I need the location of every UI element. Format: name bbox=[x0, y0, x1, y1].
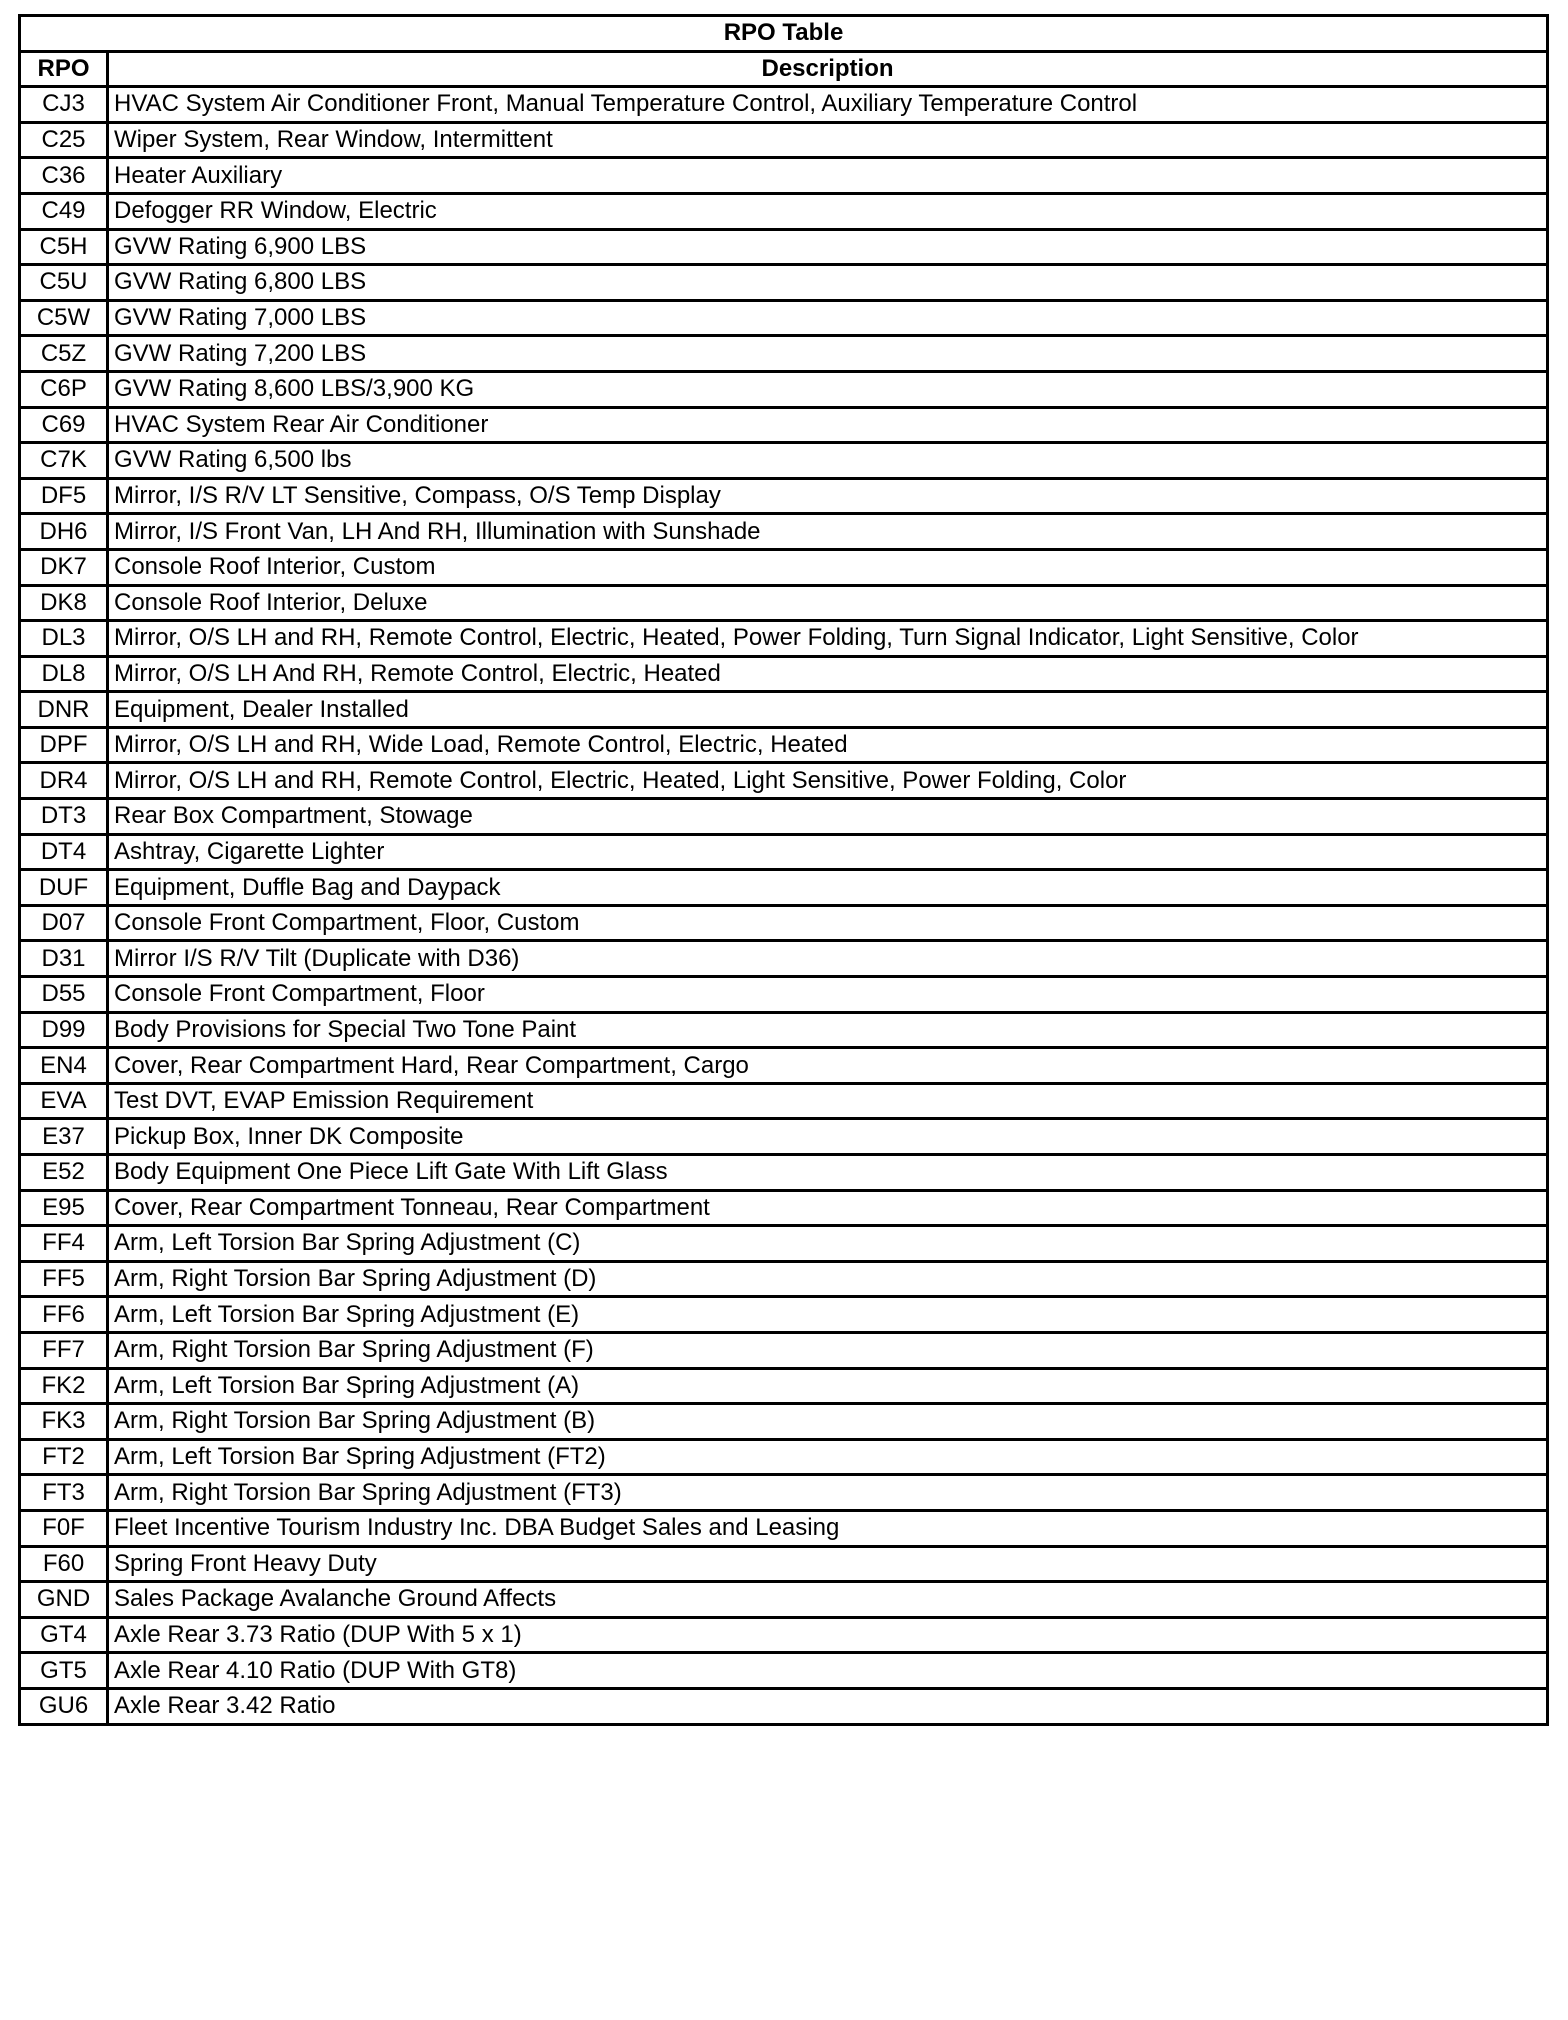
table-row bbox=[20, 443, 1548, 479]
rpo-description-cell: Arm, Left Torsion Bar Spring Adjustment (A) bbox=[108, 1368, 1548, 1404]
table-row bbox=[20, 1155, 1548, 1191]
rpo-description-cell: Arm, Left Torsion Bar Spring Adjustment (FT2) bbox=[108, 1439, 1548, 1475]
rpo-code-cell: FT3 bbox=[20, 1475, 108, 1511]
rpo-description-cell: Axle Rear 3.73 Ratio (DUP With 5 x 1) bbox=[108, 1617, 1548, 1653]
rpo-code-cell: DL8 bbox=[20, 656, 108, 692]
rpo-description-cell: Ashtray, Cigarette Lighter bbox=[108, 834, 1548, 870]
table-row bbox=[20, 941, 1548, 977]
rpo-code-cell: D31 bbox=[20, 941, 108, 977]
rpo-description-cell: GVW Rating 8,600 LBS/3,900 KG bbox=[108, 371, 1548, 407]
table-row bbox=[20, 265, 1548, 301]
rpo-code-cell: DUF bbox=[20, 870, 108, 906]
table-row bbox=[20, 549, 1548, 585]
rpo-description-cell: GVW Rating 7,200 LBS bbox=[108, 336, 1548, 372]
rpo-description-cell: Equipment, Dealer Installed bbox=[108, 692, 1548, 728]
column-header-rpo: RPO bbox=[20, 51, 108, 87]
table-row bbox=[20, 1012, 1548, 1048]
table-row bbox=[20, 229, 1548, 265]
rpo-description-cell: Cover, Rear Compartment Tonneau, Rear Compartment bbox=[108, 1190, 1548, 1226]
rpo-description-cell: GVW Rating 7,000 LBS bbox=[108, 300, 1548, 336]
rpo-description-cell: Equipment, Duffle Bag and Daypack bbox=[108, 870, 1548, 906]
rpo-description-cell: Pickup Box, Inner DK Composite bbox=[108, 1119, 1548, 1155]
table-row bbox=[20, 1404, 1548, 1440]
rpo-code-cell: EN4 bbox=[20, 1048, 108, 1084]
table-row bbox=[20, 300, 1548, 336]
table-row bbox=[20, 763, 1548, 799]
table-row bbox=[20, 656, 1548, 692]
rpo-code-cell: C25 bbox=[20, 122, 108, 158]
table-body bbox=[20, 87, 1548, 1724]
rpo-code-cell: DPF bbox=[20, 727, 108, 763]
rpo-code-cell: DT4 bbox=[20, 834, 108, 870]
rpo-code-cell: DF5 bbox=[20, 478, 108, 514]
rpo-description-cell: GVW Rating 6,900 LBS bbox=[108, 229, 1548, 265]
table-row bbox=[20, 1510, 1548, 1546]
table-row bbox=[20, 371, 1548, 407]
column-header-description: Description bbox=[108, 51, 1548, 87]
table-row bbox=[20, 621, 1548, 657]
table-row bbox=[20, 834, 1548, 870]
rpo-description-cell: Mirror, I/S R/V LT Sensitive, Compass, O/S Temp Display bbox=[108, 478, 1548, 514]
rpo-code-cell: CJ3 bbox=[20, 87, 108, 123]
rpo-description-cell: Mirror, O/S LH and RH, Wide Load, Remote Control, Electric, Heated bbox=[108, 727, 1548, 763]
table-row bbox=[20, 870, 1548, 906]
rpo-description-cell: Arm, Left Torsion Bar Spring Adjustment (C) bbox=[108, 1226, 1548, 1262]
table-title-row bbox=[20, 16, 1548, 52]
rpo-description-cell: Mirror, O/S LH and RH, Remote Control, Electric, Heated, Light Sensitive, Power Folding, Color bbox=[108, 763, 1548, 799]
table-row bbox=[20, 514, 1548, 550]
table-row bbox=[20, 193, 1548, 229]
rpo-description-cell: Arm, Right Torsion Bar Spring Adjustment (FT3) bbox=[108, 1475, 1548, 1511]
rpo-description-cell: Spring Front Heavy Duty bbox=[108, 1546, 1548, 1582]
rpo-description-cell: Console Front Compartment, Floor bbox=[108, 977, 1548, 1013]
rpo-description-cell: Mirror, O/S LH And RH, Remote Control, Electric, Heated bbox=[108, 656, 1548, 692]
table-row bbox=[20, 1582, 1548, 1618]
rpo-code-cell: D99 bbox=[20, 1012, 108, 1048]
rpo-description-cell: Axle Rear 3.42 Ratio bbox=[108, 1688, 1548, 1724]
rpo-table bbox=[18, 14, 1549, 1726]
rpo-code-cell: FF5 bbox=[20, 1261, 108, 1297]
rpo-code-cell: FK3 bbox=[20, 1404, 108, 1440]
rpo-code-cell: FF6 bbox=[20, 1297, 108, 1333]
rpo-code-cell: DR4 bbox=[20, 763, 108, 799]
rpo-description-cell: HVAC System Rear Air Conditioner bbox=[108, 407, 1548, 443]
rpo-description-cell: Arm, Right Torsion Bar Spring Adjustment (F) bbox=[108, 1332, 1548, 1368]
rpo-description-cell: Mirror, I/S Front Van, LH And RH, Illumination with Sunshade bbox=[108, 514, 1548, 550]
rpo-description-cell: Cover, Rear Compartment Hard, Rear Compartment, Cargo bbox=[108, 1048, 1548, 1084]
rpo-code-cell: FK2 bbox=[20, 1368, 108, 1404]
table-row bbox=[20, 1617, 1548, 1653]
rpo-code-cell: C5U bbox=[20, 265, 108, 301]
rpo-description-cell: Wiper System, Rear Window, Intermittent bbox=[108, 122, 1548, 158]
rpo-description-cell: Test DVT, EVAP Emission Requirement bbox=[108, 1083, 1548, 1119]
rpo-code-cell: E95 bbox=[20, 1190, 108, 1226]
table-row bbox=[20, 336, 1548, 372]
table-row bbox=[20, 122, 1548, 158]
rpo-description-cell: Arm, Left Torsion Bar Spring Adjustment (E) bbox=[108, 1297, 1548, 1333]
table-row bbox=[20, 727, 1548, 763]
rpo-code-cell: C6P bbox=[20, 371, 108, 407]
rpo-description-cell: Axle Rear 4.10 Ratio (DUP With GT8) bbox=[108, 1653, 1548, 1689]
rpo-code-cell: GU6 bbox=[20, 1688, 108, 1724]
rpo-code-cell: FF7 bbox=[20, 1332, 108, 1368]
rpo-description-cell: Arm, Right Torsion Bar Spring Adjustment (D) bbox=[108, 1261, 1548, 1297]
rpo-code-cell: D55 bbox=[20, 977, 108, 1013]
rpo-code-cell: C5H bbox=[20, 229, 108, 265]
rpo-description-cell: HVAC System Air Conditioner Front, Manual Temperature Control, Auxiliary Temperature Control bbox=[108, 87, 1548, 123]
rpo-code-cell: C36 bbox=[20, 158, 108, 194]
rpo-description-cell: Console Roof Interior, Deluxe bbox=[108, 585, 1548, 621]
rpo-code-cell: GT5 bbox=[20, 1653, 108, 1689]
table-row bbox=[20, 1119, 1548, 1155]
rpo-code-cell: C69 bbox=[20, 407, 108, 443]
rpo-code-cell: E52 bbox=[20, 1155, 108, 1191]
table-row bbox=[20, 1048, 1548, 1084]
table-row bbox=[20, 977, 1548, 1013]
table-row bbox=[20, 1261, 1548, 1297]
rpo-description-cell: GVW Rating 6,500 lbs bbox=[108, 443, 1548, 479]
rpo-code-cell: D07 bbox=[20, 905, 108, 941]
rpo-description-cell: Console Front Compartment, Floor, Custom bbox=[108, 905, 1548, 941]
table-row bbox=[20, 799, 1548, 835]
table-row bbox=[20, 585, 1548, 621]
rpo-description-cell: Heater Auxiliary bbox=[108, 158, 1548, 194]
rpo-description-cell: Rear Box Compartment, Stowage bbox=[108, 799, 1548, 835]
table-row bbox=[20, 1332, 1548, 1368]
table-row bbox=[20, 905, 1548, 941]
rpo-description-cell: Arm, Right Torsion Bar Spring Adjustment (B) bbox=[108, 1404, 1548, 1440]
rpo-code-cell: E37 bbox=[20, 1119, 108, 1155]
rpo-code-cell: DK8 bbox=[20, 585, 108, 621]
rpo-code-cell: DK7 bbox=[20, 549, 108, 585]
table-row bbox=[20, 1226, 1548, 1262]
table-row bbox=[20, 478, 1548, 514]
rpo-code-cell: C49 bbox=[20, 193, 108, 229]
rpo-code-cell: C5W bbox=[20, 300, 108, 336]
rpo-code-cell: C5Z bbox=[20, 336, 108, 372]
rpo-code-cell: F60 bbox=[20, 1546, 108, 1582]
rpo-code-cell: C7K bbox=[20, 443, 108, 479]
rpo-description-cell: Mirror, O/S LH and RH, Remote Control, Electric, Heated, Power Folding, Turn Signal Indicator, Light Sensitive, Color bbox=[108, 621, 1548, 657]
table-row bbox=[20, 1439, 1548, 1475]
rpo-description-cell: Fleet Incentive Tourism Industry Inc. DBA Budget Sales and Leasing bbox=[108, 1510, 1548, 1546]
table-header-row bbox=[20, 51, 1548, 87]
rpo-code-cell: EVA bbox=[20, 1083, 108, 1119]
rpo-description-cell: GVW Rating 6,800 LBS bbox=[108, 265, 1548, 301]
rpo-code-cell: DNR bbox=[20, 692, 108, 728]
table-row bbox=[20, 407, 1548, 443]
rpo-code-cell: GT4 bbox=[20, 1617, 108, 1653]
rpo-description-cell: Sales Package Avalanche Ground Affects bbox=[108, 1582, 1548, 1618]
table-row bbox=[20, 1475, 1548, 1511]
rpo-code-cell: DT3 bbox=[20, 799, 108, 835]
table-row bbox=[20, 1546, 1548, 1582]
table-row bbox=[20, 87, 1548, 123]
table-row bbox=[20, 1368, 1548, 1404]
table-row bbox=[20, 1653, 1548, 1689]
rpo-code-cell: DH6 bbox=[20, 514, 108, 550]
rpo-description-cell: Body Provisions for Special Two Tone Paint bbox=[108, 1012, 1548, 1048]
table-row bbox=[20, 1190, 1548, 1226]
table-row bbox=[20, 158, 1548, 194]
table-row bbox=[20, 1297, 1548, 1333]
rpo-code-cell: F0F bbox=[20, 1510, 108, 1546]
rpo-code-cell: DL3 bbox=[20, 621, 108, 657]
table-row bbox=[20, 692, 1548, 728]
rpo-description-cell: Defogger RR Window, Electric bbox=[108, 193, 1548, 229]
rpo-code-cell: FF4 bbox=[20, 1226, 108, 1262]
table-title: RPO Table bbox=[20, 16, 1548, 52]
rpo-code-cell: GND bbox=[20, 1582, 108, 1618]
rpo-description-cell: Console Roof Interior, Custom bbox=[108, 549, 1548, 585]
rpo-code-cell: FT2 bbox=[20, 1439, 108, 1475]
rpo-description-cell: Body Equipment One Piece Lift Gate With Lift Glass bbox=[108, 1155, 1548, 1191]
rpo-description-cell: Mirror I/S R/V Tilt (Duplicate with D36) bbox=[108, 941, 1548, 977]
table-row bbox=[20, 1083, 1548, 1119]
table-row bbox=[20, 1688, 1548, 1724]
